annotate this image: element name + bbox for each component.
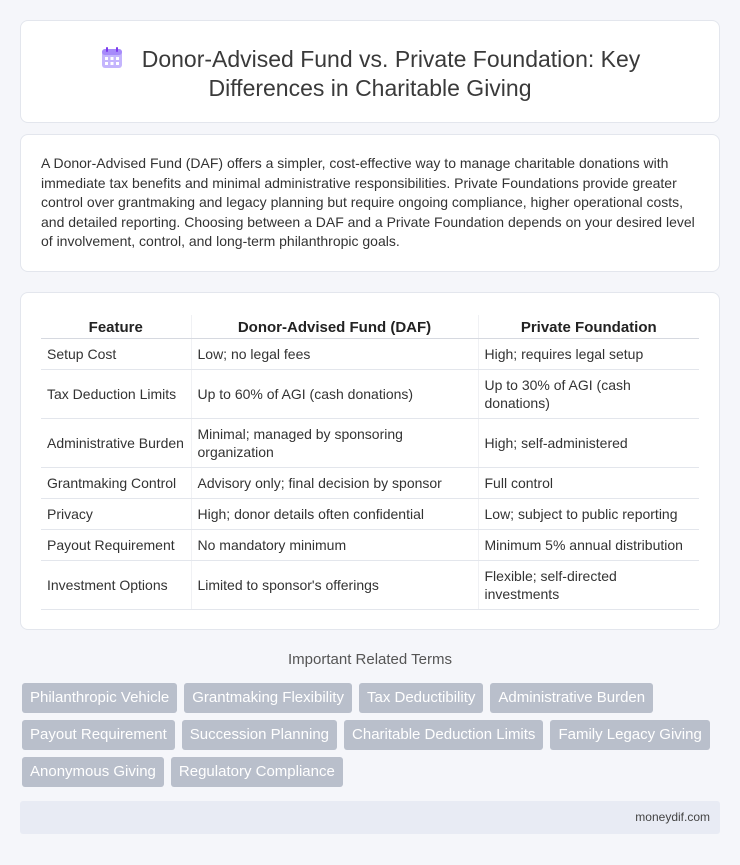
table-row — [41, 467, 699, 498]
header-private-foundation: Private Foundation — [478, 315, 699, 338]
table-cell-pf: Low; subject to public reporting — [478, 498, 699, 529]
title-card — [20, 20, 720, 123]
footer-bar — [20, 801, 720, 834]
calendar-icon — [100, 46, 124, 70]
table-cell-feature: Administrative Burden — [41, 418, 191, 467]
related-term-tag[interactable]: Grantmaking Flexibility — [184, 683, 352, 713]
table-cell-feature: Grantmaking Control — [41, 467, 191, 498]
related-terms-list — [22, 683, 722, 794]
title-line-1: Donor-Advised Fund vs. Private Foundation: Key — [141, 46, 641, 72]
table-cell-daf: No mandatory minimum — [191, 529, 478, 560]
table-row — [41, 369, 699, 418]
table-row — [41, 418, 699, 467]
table-row — [41, 498, 699, 529]
comparison-card — [20, 292, 720, 630]
comparison-table — [41, 315, 699, 610]
table-cell-daf: Limited to sponsor's offerings — [191, 560, 478, 609]
table-row — [41, 529, 699, 560]
table-row — [41, 338, 699, 369]
table-cell-feature: Privacy — [41, 498, 191, 529]
related-term-tag[interactable]: Family Legacy Giving — [550, 720, 709, 750]
related-term-tag[interactable]: Philanthropic Vehicle — [22, 683, 177, 713]
table-cell-pf: Flexible; self-directed investments — [478, 560, 699, 609]
footer-site-name[interactable]: moneydif.com — [635, 810, 710, 824]
header-daf: Donor-Advised Fund (DAF) — [191, 315, 478, 338]
header-feature: Feature — [41, 315, 191, 338]
intro-paragraph: A Donor-Advised Fund (DAF) offers a simpler, cost-effective way to manage charitable donations with immediate tax benefits and minimal administrative responsibilities. Private Foundations provide greater control over grantmaking and legacy planning but require ongoing compliance, higher operational costs, and detailed reporting. Choosing between a DAF and a Private Foundation depends on your desired level of involvement, control, and long-term philanthropic goals. — [41, 155, 695, 249]
title-line-2: Differences in Charitable Giving — [208, 75, 532, 101]
related-term-tag[interactable]: Tax Deductibility — [359, 683, 483, 713]
table-cell-daf: Minimal; managed by sponsoring organization — [191, 418, 478, 467]
related-term-tag[interactable]: Payout Requirement — [22, 720, 175, 750]
related-terms-heading: Important Related Terms — [288, 651, 452, 668]
table-cell-feature: Setup Cost — [41, 338, 191, 369]
table-cell-feature: Tax Deduction Limits — [41, 369, 191, 418]
table-cell-daf: High; donor details often confidential — [191, 498, 478, 529]
intro-card — [20, 134, 720, 272]
table-cell-pf: High; self-administered — [478, 418, 699, 467]
table-cell-pf: Up to 30% of AGI (cash donations) — [478, 369, 699, 418]
table-cell-daf: Low; no legal fees — [191, 338, 478, 369]
table-cell-pf: High; requires legal setup — [478, 338, 699, 369]
table-cell-daf: Up to 60% of AGI (cash donations) — [191, 369, 478, 418]
related-term-tag[interactable]: Administrative Burden — [490, 683, 653, 713]
related-term-tag[interactable]: Charitable Deduction Limits — [344, 720, 543, 750]
table-cell-daf: Advisory only; final decision by sponsor — [191, 467, 478, 498]
table-cell-feature: Investment Options — [41, 560, 191, 609]
page-title — [21, 45, 719, 103]
table-cell-pf: Minimum 5% annual distribution — [478, 529, 699, 560]
table-cell-feature: Payout Requirement — [41, 529, 191, 560]
related-term-tag[interactable]: Regulatory Compliance — [171, 757, 343, 787]
related-term-tag[interactable]: Anonymous Giving — [22, 757, 164, 787]
table-cell-pf: Full control — [478, 467, 699, 498]
table-row — [41, 560, 699, 609]
table-header-row — [41, 315, 699, 338]
related-term-tag[interactable]: Succession Planning — [182, 720, 337, 750]
